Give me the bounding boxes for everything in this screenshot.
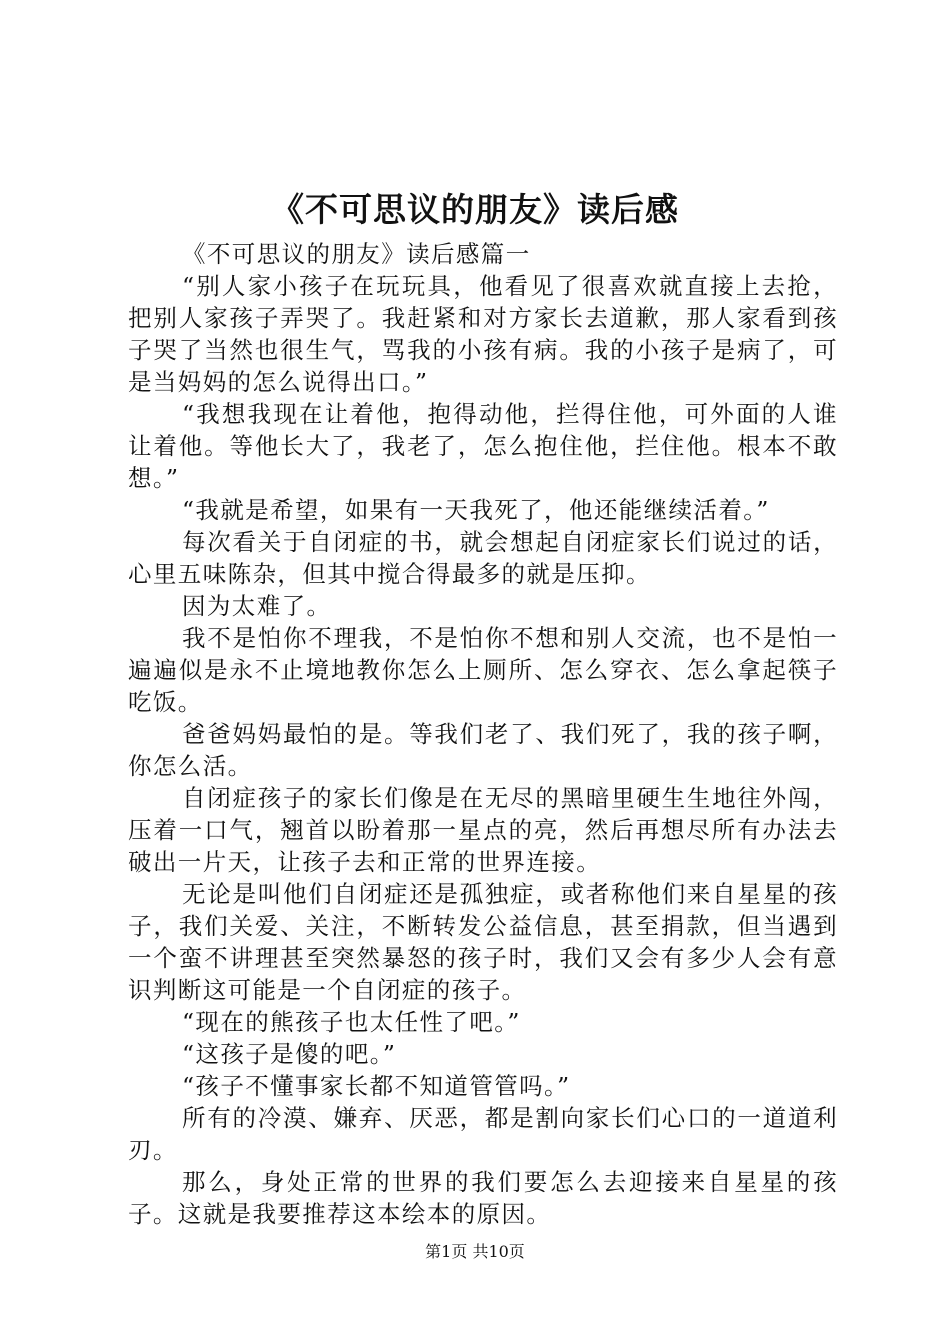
document-title: 《不可思议的朋友》读后感 xyxy=(271,190,679,229)
paragraph: “孩子不懂事家长都不知道管管吗。” xyxy=(182,1072,571,1100)
document-body xyxy=(128,238,838,1230)
page-number-footer: 第1页 共10页 xyxy=(425,1242,525,1261)
paragraph: 那么，身处正常的世界的我们要怎么去迎接来自星星的孩子。这就是我要推荐这本绘本的原因。 xyxy=(128,1168,838,1228)
paragraph: 我不是怕你不理我，不是怕你不想和别人交流，也不是怕一遍遍似是永不止境地教你怎么上厕所、怎么穿衣、怎么拿起筷子吃饭。 xyxy=(128,624,838,716)
paragraph: “我就是希望，如果有一天我死了，他还能继续活着。” xyxy=(182,496,770,524)
paragraph: 自闭症孩子的家长们像是在无尽的黑暗里硬生生地往外闯，压着一口气，翘首以盼着那一星点的亮，然后再想尽所有办法去破出一片天，让孩子去和正常的世界连接。 xyxy=(128,784,838,876)
paragraph: “这孩子是傻的吧。” xyxy=(182,1040,397,1068)
paragraph: 无论是叫他们自闭症还是孤独症，或者称他们来自星星的孩子，我们关爱、关注，不断转发公益信息，甚至捐款，但当遇到一个蛮不讲理甚至突然暴怒的孩子时，我们又会有多少人会有意识判断这可能是一个自闭症的孩子。 xyxy=(128,880,838,1004)
paragraph: “别人家小孩子在玩玩具，他看见了很喜欢就直接上去抢，把别人家孩子弄哭了。我赶紧和对方家长去道歉，那人家看到孩子哭了当然也很生气，骂我的小孩有病。我的小孩子是病了，可是当妈妈的怎么说得出口。” xyxy=(128,272,838,396)
paragraph: 所有的冷漠、嫌弃、厌恶，都是割向家长们心口的一道道利刃。 xyxy=(128,1104,838,1164)
paragraph: 因为太难了。 xyxy=(182,592,332,620)
paragraph: 每次看关于自闭症的书，就会想起自闭症家长们说过的话，心里五味陈杂，但其中搅合得最多的就是压抑。 xyxy=(128,528,838,588)
paragraph: 《不可思议的朋友》读后感篇一 xyxy=(182,240,531,268)
paragraph: 爸爸妈妈最怕的是。等我们老了、我们死了，我的孩子啊，你怎么活。 xyxy=(128,720,838,780)
paragraph: “现在的熊孩子也太任性了吧。” xyxy=(182,1008,521,1036)
paragraph: “我想我现在让着他，抱得动他，拦得住他，可外面的人谁让着他。等他长大了，我老了，怎么抱住他，拦住他。根本不敢想。” xyxy=(128,400,838,492)
